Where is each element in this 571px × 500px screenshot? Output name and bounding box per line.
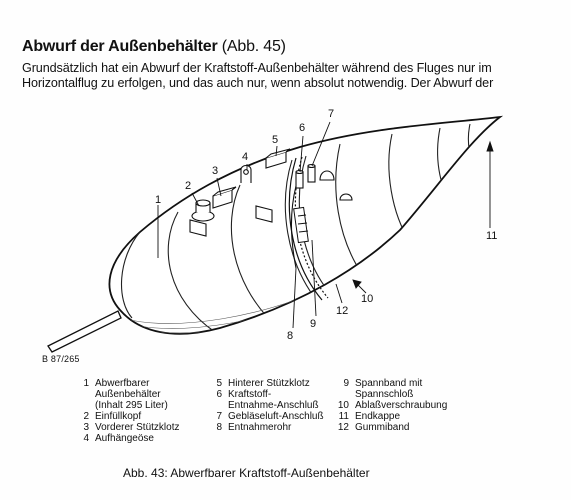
legend-number: 12 <box>337 422 349 433</box>
leader-line-12 <box>336 284 342 303</box>
legend-item <box>209 378 324 389</box>
figure-source-code: B 87/265 <box>42 354 80 364</box>
drain-fitting <box>340 194 352 200</box>
callout-6: 6 <box>299 122 306 134</box>
figure-caption: Abb. 43: Abwerfbarer Kraftstoff-Außenbehälter <box>123 466 370 480</box>
callout-8: 8 <box>287 330 294 342</box>
legend-item <box>76 422 179 433</box>
legend-item <box>336 411 447 422</box>
callout-2: 2 <box>185 180 192 192</box>
legend-text: Aufhängeöse <box>95 433 154 444</box>
legend-number: 3 <box>83 422 89 433</box>
legend-column-1 <box>76 378 179 444</box>
legend-item <box>76 411 179 422</box>
legend-text: Hinterer Stützklotz <box>228 378 310 389</box>
legend-item <box>209 411 324 422</box>
legend-item <box>76 433 179 444</box>
callout-3: 3 <box>212 165 219 177</box>
legend-number: 7 <box>216 411 222 422</box>
section-heading-title: Abwurf der Außenbehälter <box>22 38 218 55</box>
legend-item <box>336 378 447 400</box>
legend-text: Gummiband <box>355 422 410 433</box>
intro-line: Grundsätzlich hat ein Abwurf der Kraftstoff-Außenbehälter während des Fluges nur im <box>22 61 492 75</box>
legend-text: Vorderer Stützklotz <box>95 422 180 433</box>
callout-10: 10 <box>361 293 374 305</box>
legend-text: Entnahmerohr <box>228 422 292 433</box>
legend-number: 5 <box>216 378 222 389</box>
legend-number: 8 <box>216 422 222 433</box>
legend-number: 10 <box>337 400 349 411</box>
legend-item <box>336 400 447 411</box>
callout-1: 1 <box>155 194 162 206</box>
callout-11: 11 <box>486 230 498 242</box>
suspension-lug <box>241 166 251 184</box>
legend-number: 2 <box>83 411 89 422</box>
legend-number: 4 <box>83 433 89 444</box>
legend-number: 6 <box>216 389 222 400</box>
legend-text: Abwerfbarer Außenbehälter (Inhalt 295 Liter) <box>95 378 168 411</box>
legend-text: Ablaßverschraubung <box>355 400 448 411</box>
legend-text: Spannband mit Spannschloß <box>355 378 423 400</box>
legend-item <box>336 422 447 433</box>
callout-4: 4 <box>242 151 249 163</box>
legend-item <box>76 378 179 411</box>
legend-text: Kraftstoff- Entnahme-Anschluß <box>228 389 319 411</box>
legend-text: Gebläseluft-Anschluß <box>228 411 324 422</box>
fuel-outlet-connector <box>296 171 303 189</box>
legend-number: 1 <box>83 378 89 389</box>
legend-item <box>209 422 324 433</box>
callout-12: 12 <box>336 305 349 317</box>
intro-line: Horizontalflug zu erfolgen, und das auch nur, wenn absolut notwendig. Der Abwurf der <box>22 76 494 90</box>
legend-number: 11 <box>338 411 349 422</box>
callout-5: 5 <box>272 134 279 146</box>
legend-column-3 <box>336 378 447 433</box>
legend-text: Einfüllkopf <box>95 411 142 422</box>
legend-number: 9 <box>343 378 349 389</box>
section-heading-ref: (Abb. 45) <box>221 38 286 55</box>
legend-text: Endkappe <box>355 411 401 422</box>
callout-9: 9 <box>310 318 317 330</box>
legend-column-2 <box>209 378 324 433</box>
arrowhead-11 <box>487 142 493 151</box>
legend-item <box>209 389 324 411</box>
filler-pipe <box>48 311 121 352</box>
callout-7: 7 <box>328 108 335 120</box>
